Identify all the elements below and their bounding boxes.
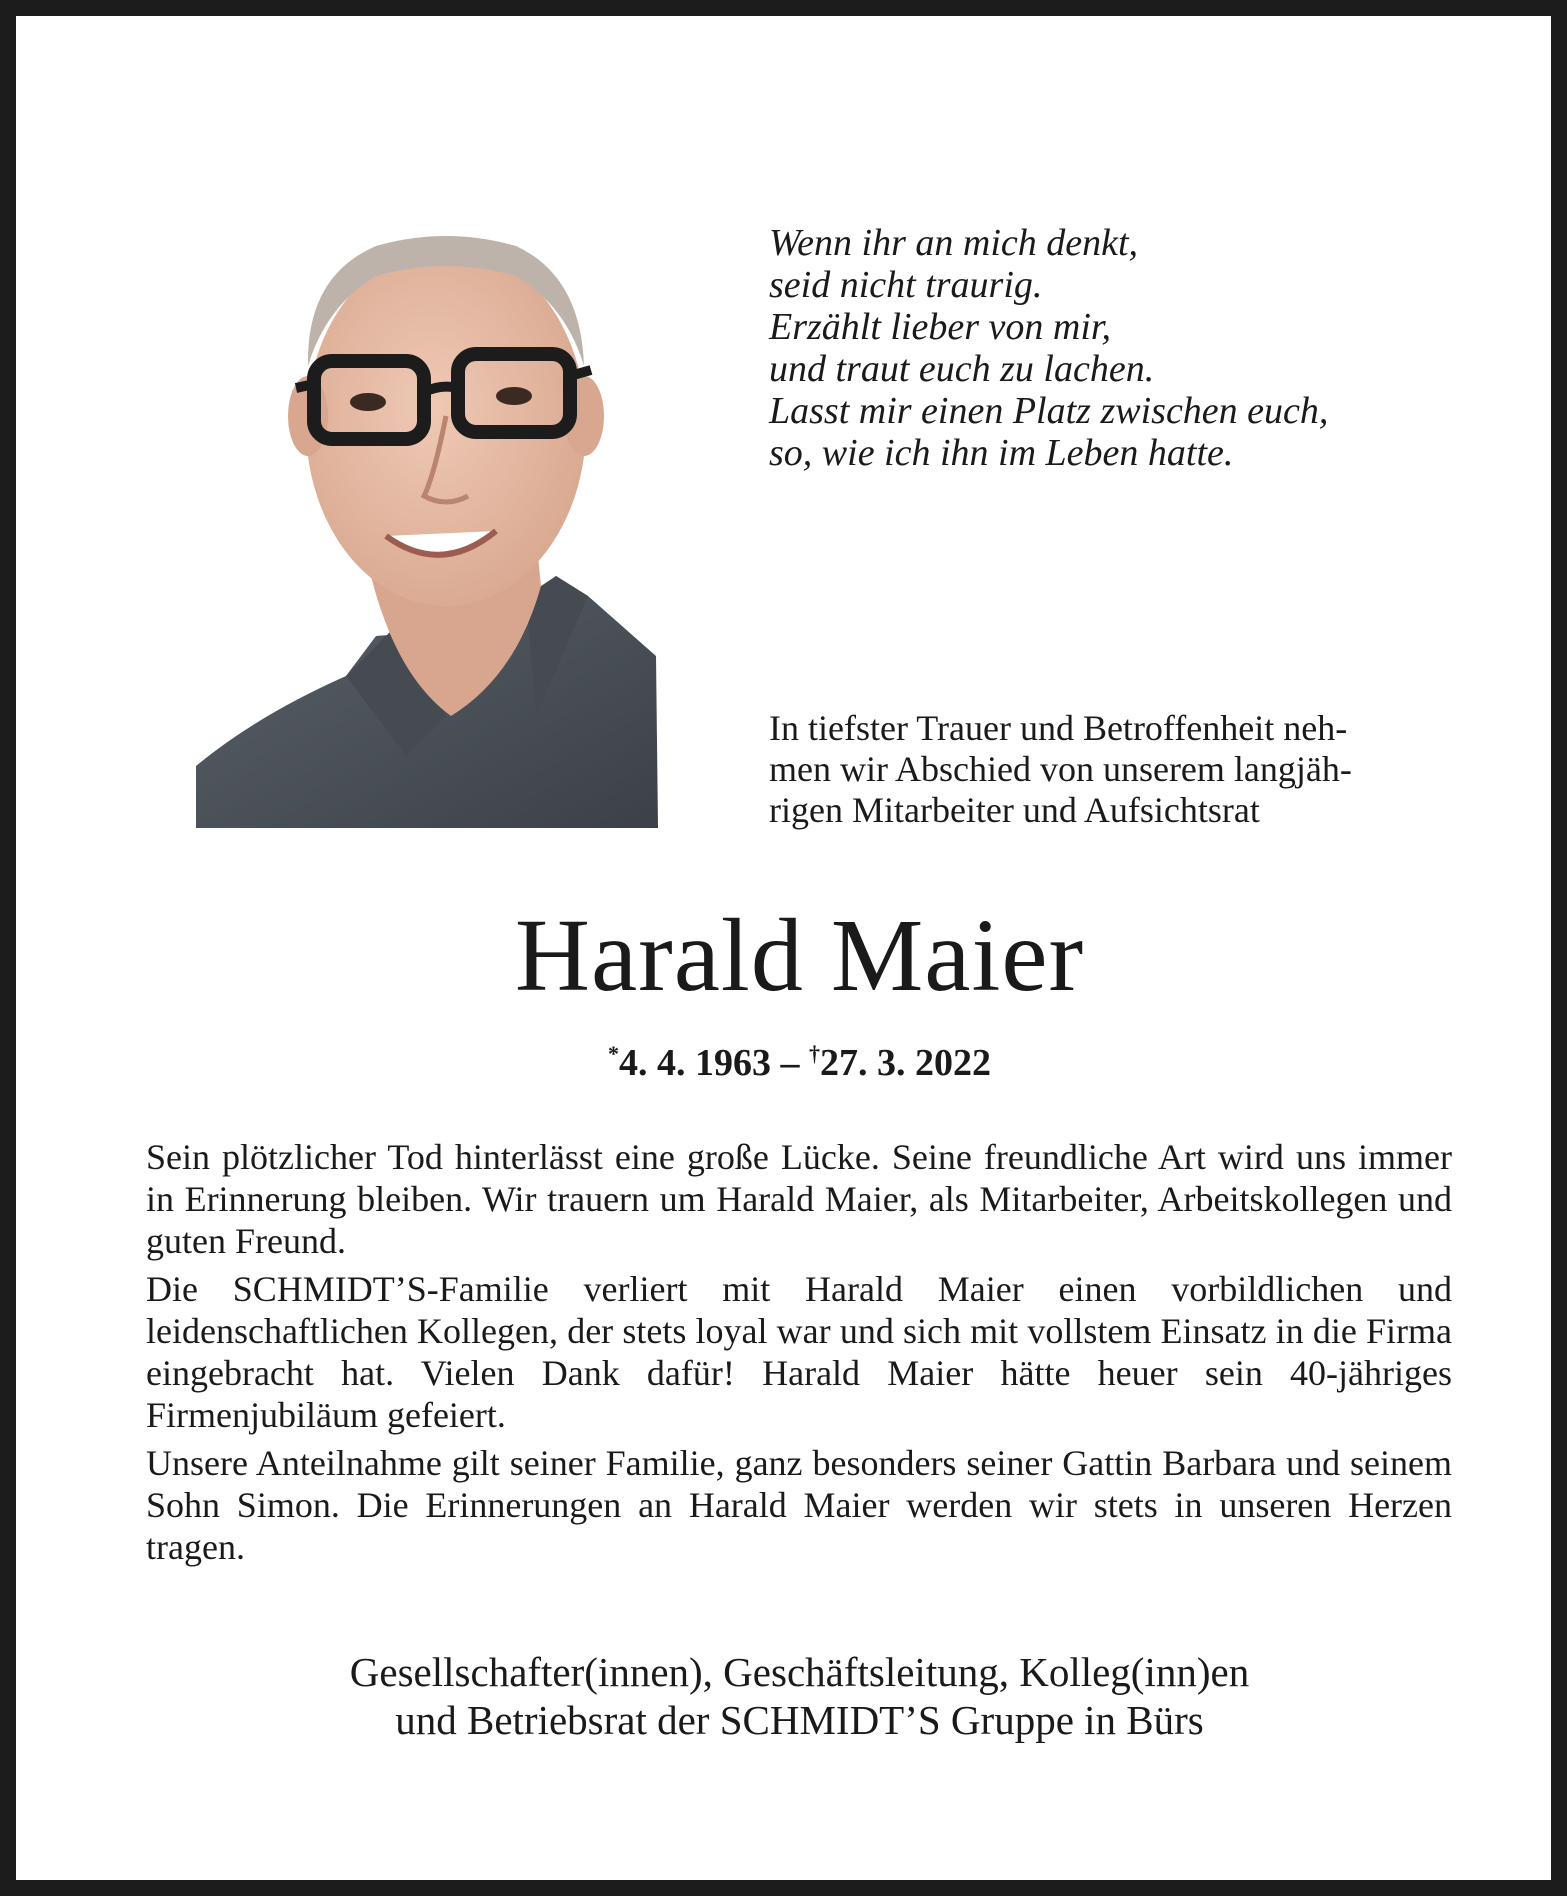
poem-line: Wenn ihr an mich denkt, (769, 222, 1139, 264)
poem-line: und traut euch zu lachen. (769, 348, 1155, 390)
poem-line: Erzählt lieber von mir, (769, 306, 1111, 348)
poem (769, 222, 1469, 474)
poem-line: Lasst mir einen Platz zwischen euch, (769, 390, 1329, 432)
signoff (16, 1648, 1567, 1744)
body-paragraph: Sein plötzlicher Tod hinterlässt eine große Lücke. Seine freundliche Art wird uns immer in Erinnerung bleiben. Wir trauern um Harald Maier, als Mitarbeiter, Arbeitskollegen und guten Freund. (146, 1137, 1452, 1261)
obituary-body (146, 1136, 1452, 1574)
body-paragraph: Unsere Anteilnahme gilt seiner Familie, ganz besonders seiner Gattin Barbara und seinem Sohn Simon. Die Erinnerungen an Harald Maier werden wir stets in unseren Herzen tragen. (146, 1443, 1452, 1567)
death-symbol: † (809, 1041, 820, 1066)
life-dates (16, 1032, 1567, 1085)
poem-line: seid nicht traurig. (769, 264, 1043, 306)
date-separator: – (771, 1042, 809, 1084)
portrait-photo (196, 156, 658, 828)
birth-date: 4. 4. 1963 (619, 1042, 771, 1084)
signoff-line: Gesellschafter(innen), Geschäftsleitung, Kolleg(inn)en (349, 1649, 1250, 1695)
body-paragraph: Die SCHMIDT’S-Familie verliert mit Harald Maier einen vorbildlichen und leidenschaftlichen Kollegen, der stets loyal war und sich mit vollstem Einsatz in die Firma eingebracht hat. Vielen Dank dafür! Harald Maier hätte heuer sein 40-jähriges Firmenjubiläum gefeiert. (146, 1269, 1452, 1435)
poem-line: so, wie ich ihn im Leben hatte. (769, 432, 1234, 474)
deceased-name: Harald Maier (514, 898, 1085, 1013)
signoff-line: und Betriebsrat der SCHMIDT’S Gruppe in Bürs (395, 1697, 1204, 1743)
intro-line: rigen Mitarbeiter und Aufsichtsrat (769, 790, 1260, 830)
birth-symbol: * (608, 1041, 619, 1066)
intro-text (769, 708, 1469, 831)
death-date: 27. 3. 2022 (820, 1042, 991, 1084)
intro-line: In tiefster Trauer und Betroffenheit neh- (769, 708, 1348, 748)
intro-line: men wir Abschied von unserem langjäh- (769, 749, 1352, 789)
